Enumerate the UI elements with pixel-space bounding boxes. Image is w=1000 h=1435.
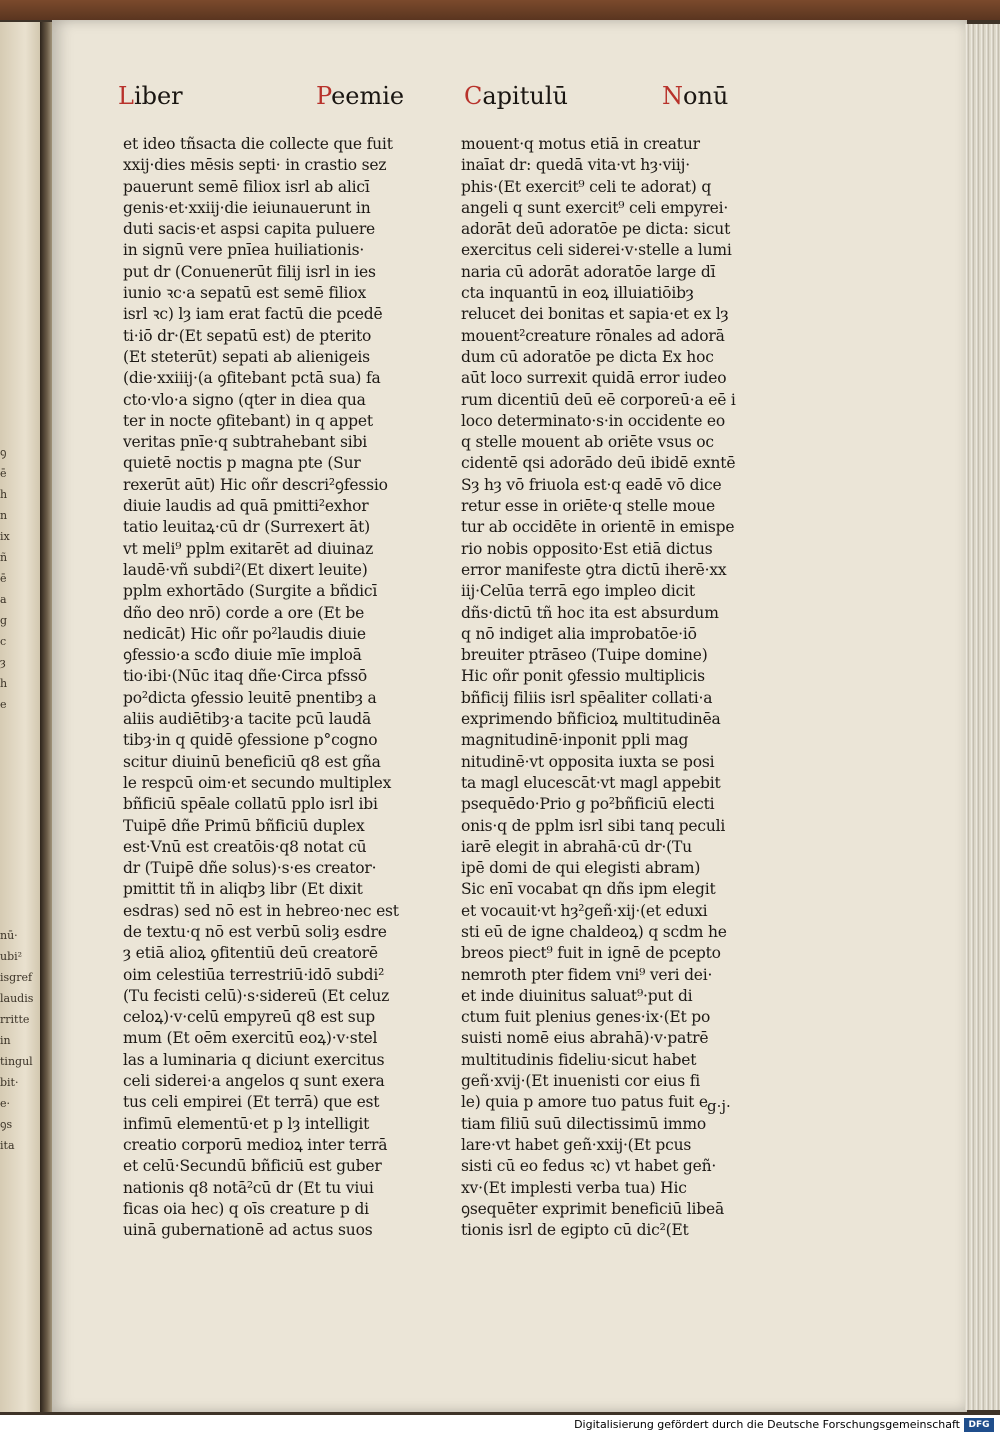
text-line: laudis <box>0 992 34 1005</box>
text-line: esdras) sed nō est in hebreo·nec est <box>123 901 399 920</box>
text-line <box>0 127 42 148</box>
text-line <box>0 358 42 379</box>
text-line: iij·Celūa terrā ego impleo dicit <box>461 582 695 601</box>
text-line <box>0 820 42 841</box>
text-line: infimū elementū·et p lȝ intelligit <box>123 1114 370 1133</box>
text-line: a <box>0 593 7 606</box>
text-line: uinā gubernationē ad actus suos <box>123 1221 373 1240</box>
text-line: tionis isrl de egipto cū dic²(Et <box>461 1221 689 1240</box>
text-line: Sic enī vocabat qn dñs ipm elegit <box>461 880 716 899</box>
text-line: veritas pnīe·q subtrahebant sibi <box>123 433 368 452</box>
text-line: lare·vt habet geñ·xxij·(Et pcus <box>461 1135 692 1154</box>
text-line: et vocauit·vt hȝ²geñ·xij·(et eduxi <box>461 901 708 920</box>
text-line <box>0 1177 42 1198</box>
text-line <box>0 736 42 757</box>
funding-credit: Digitalisierung gefördert durch die Deutsche Forschungsgemeinschaft <box>574 1418 960 1431</box>
text-line: Tuipē dñe Primū bñficiū duplex <box>123 816 365 835</box>
text-line <box>0 379 42 400</box>
text-line: ꝯ <box>0 446 7 459</box>
text-line: dño deo nrō) corde a ore (Et be <box>123 603 365 622</box>
running-head-capitulum <box>464 82 568 110</box>
text-line <box>0 862 42 883</box>
text-line <box>0 106 42 127</box>
text-line: le) quia p amore tuo patus fuit e <box>461 1093 708 1112</box>
text-line: mouent·q motus etiā in creatur <box>461 135 700 153</box>
text-line: ta magl elucescāt·vt magl appebit <box>461 773 721 792</box>
text-line: dñs·dictū tñ hoc ita est absurdum <box>461 603 719 622</box>
text-line: diuie laudis ad quā pmitti²exhor <box>123 497 369 516</box>
text-line: celoꝝ)·v·celū empyreū q8 est sup <box>123 1008 375 1027</box>
text-line: h <box>0 677 8 690</box>
text-line: tus celi empirei (Et terrā) que est <box>123 1093 380 1112</box>
text-line: in signū vere pnīea huiliationis· <box>123 241 365 260</box>
text-line: h <box>0 488 8 501</box>
text-line: g <box>0 614 8 627</box>
text-line <box>0 757 42 778</box>
text-line: ꝯsequēter exprimit beneficiū libeā <box>461 1199 724 1218</box>
text-line: et ideo tñsacta die collecte que fuit <box>123 135 393 153</box>
text-line: pplm exhortādo (Surgite a bñdicī <box>123 582 378 601</box>
running-head-liber <box>118 82 183 110</box>
previous-page-text <box>0 22 42 1412</box>
text-line <box>0 400 42 421</box>
text-line: relucet dei bonitas et sapia·et ex lȝ <box>461 305 729 324</box>
rubricated-initial: C <box>464 82 483 110</box>
text-line: nitudinē·vt opposita iuxta se posi <box>461 752 715 771</box>
rubricated-initial: N <box>662 82 683 110</box>
text-column-left <box>123 134 413 1241</box>
text-line: Hic oñr ponit ꝯfessio multiplicis <box>461 667 705 686</box>
text-line: rexerūt aūt) Hic oñr descri²ꝯfessio <box>123 475 388 494</box>
text-line: (Tu fecisti celū)·s·sidereū (Et celuz <box>123 986 390 1005</box>
text-line <box>0 1198 42 1219</box>
text-line: ȝ etiā alioꝝ ꝯfitentiū deū creatorē <box>123 944 378 963</box>
text-line: cidentē qsi adorādo deū ibidē exntē <box>461 454 736 473</box>
text-line: aūt loco surrexit quidā error iudeo <box>461 369 727 388</box>
text-line: pmittit tñ in aliqbȝ libr (Et dixit <box>123 880 363 899</box>
text-line: e· <box>0 1097 11 1110</box>
text-line <box>0 337 42 358</box>
text-line: Sȝ hȝ vō friuola est·q eadē vō dice <box>461 475 722 494</box>
text-line: breuiter ptrāseo (Tuipe domine) <box>461 646 708 665</box>
text-line: xv·(Et implesti verba tua) Hic <box>461 1178 687 1197</box>
text-line: adorāt deū adoratōe pe dicta: sicut <box>461 220 731 239</box>
text-line: q nō indiget alia improbatōe·iō <box>461 624 697 643</box>
text-line: inaīat dr: quedā vita·vt hȝ·viij· <box>461 156 691 175</box>
text-line <box>0 883 42 904</box>
text-line: ter in nocte ꝯfitebant) in q appet <box>123 411 373 430</box>
dfg-logo: DFG <box>964 1418 994 1432</box>
text-line: aliis audiētibȝ·a tacite pcū laudā <box>123 710 372 729</box>
text-line <box>0 274 42 295</box>
text-line: geñ·xvij·(Et inuenisti cor eius fi <box>461 1072 701 1091</box>
text-line: nemroth pter fidem vni⁹ veri dei· <box>461 965 713 984</box>
text-line: ti·iō dr·(Et sepatū est) de pterito <box>123 326 372 345</box>
text-line <box>0 316 42 337</box>
text-line <box>0 1345 42 1366</box>
running-head-text: apitulū <box>482 82 568 110</box>
text-line: q stelle mouent ab oriēte vsus oc <box>461 433 714 452</box>
text-line: oim celestiūa terrestriū·idō subdi² <box>123 965 385 984</box>
text-line: isgref <box>0 971 33 984</box>
text-line <box>0 799 42 820</box>
text-line: nū· <box>0 929 18 942</box>
text-line: bit· <box>0 1076 19 1089</box>
text-line: error manifeste ꝯtra dictū iherē·xx <box>461 560 727 579</box>
text-line: tingul <box>0 1055 33 1068</box>
text-line: suisti nomē eius abrahā)·v·patrē <box>461 1029 709 1048</box>
text-line <box>0 64 42 85</box>
text-line: cto·vlo·a signo (qter in diea qua <box>123 390 366 409</box>
running-head-text: eemie <box>331 82 405 110</box>
text-line: iunio ꝛc·a sepatū est semē filiox <box>123 284 366 303</box>
text-line: n <box>0 509 8 522</box>
text-line <box>0 1261 42 1282</box>
text-line: ctum fuit plenius genes·ix·(Et po <box>461 1008 711 1027</box>
text-line: ꝯs <box>0 1118 13 1131</box>
text-line <box>0 1240 42 1261</box>
text-line: in <box>0 1034 11 1047</box>
text-line: pauerunt semē filiox isrl ab alicī <box>123 177 370 196</box>
text-line: multitudinis fideliu·sicut habet <box>461 1050 697 1069</box>
rubricated-initial: P <box>316 82 332 110</box>
text-line: creatio corporū medioꝝ inter terrā <box>123 1135 388 1154</box>
text-line: de textu·q nō est verbū soliȝ esdre <box>123 922 387 941</box>
text-line: tiam filiū suū dilectissimū immo <box>461 1114 707 1133</box>
text-line: angeli q sunt exercit⁹ celi empyrei· <box>461 198 729 217</box>
text-line: tur ab occidēte in orientē in emispe <box>461 518 735 537</box>
text-line: ȝ <box>0 656 6 669</box>
text-line: ita <box>0 1139 15 1152</box>
text-line <box>0 85 42 106</box>
text-line: quietē noctis p magna pte (Sur <box>123 454 361 473</box>
text-line: breos piect⁹ fuit in ignē de pcepto <box>461 944 721 963</box>
text-line: magnitudinē·inponit ppli mag <box>461 731 689 750</box>
text-line: nedicāt) Hic oñr po²laudis diuie <box>123 624 366 643</box>
text-line <box>0 715 42 736</box>
text-line <box>0 253 42 274</box>
text-line <box>0 22 42 43</box>
text-line: rritte <box>0 1013 30 1026</box>
footer-bar <box>0 1415 1000 1435</box>
text-line: scitur diuinū beneficiū q8 est gña <box>123 752 381 771</box>
text-line: mum (Et oēm exercitū eoꝝ)·v·stel <box>123 1029 378 1048</box>
text-line: mouent²creature rōnales ad adorā <box>461 326 725 345</box>
text-line: celi siderei·a angelos q sunt exera <box>123 1072 385 1091</box>
text-line: iarē elegit in abrahā·cū dr·(Tu <box>461 837 692 856</box>
running-head-chapter-number <box>662 82 728 110</box>
text-line: sisti cū eo fedus ꝛc) vt habet geñ· <box>461 1157 717 1176</box>
text-line: tibȝ·in q quidē ꝯfessione p°cogno <box>123 731 378 750</box>
text-line: tio·ibi·(Nūc itaq dñe·Circa pfssō <box>123 667 368 686</box>
text-line <box>0 1303 42 1324</box>
text-line: (die·xxiiij·(a ꝯfitebant pctā sua) fa <box>123 369 381 388</box>
text-line: sti eū de igne chaldeoꝝ) q scdm he <box>461 922 727 941</box>
text-line: vt meli⁹ pplm exitarēt ad diuinaz <box>123 539 374 558</box>
text-line <box>0 232 42 253</box>
text-line: retur esse in oriēte·q stelle moue <box>461 497 715 516</box>
text-line: c <box>0 635 7 648</box>
text-line <box>0 148 42 169</box>
text-line: ē <box>0 467 7 480</box>
binding-leather <box>0 0 1000 20</box>
text-line <box>0 1219 42 1240</box>
text-line: dr (Tuipē dñe solus)·s·es creator· <box>123 859 377 878</box>
text-line: bñficij filiis isrl spēaliter collati·a <box>461 688 713 707</box>
text-line: phis·(Et exercit⁹ celi te adorat) q <box>461 177 712 196</box>
text-line: genis·et·xxiij·die ieiunauerunt in <box>123 198 371 217</box>
text-line <box>0 841 42 862</box>
signature-mark: g·j· <box>707 1097 731 1115</box>
text-line: po²dicta ꝯfessio leuitē pnentibȝ a <box>123 688 377 707</box>
text-line: psequēdo·Prio g po²bñficiū electi <box>461 795 715 814</box>
text-line: ē <box>0 572 7 585</box>
page-block-edges <box>965 24 1000 1410</box>
text-line: nationis q8 notā²cū dr (Et tu viui <box>123 1178 374 1197</box>
text-line: put dr (Conuenerūt filij isrl in ies <box>123 262 376 281</box>
text-line: duti sacis·et aspsi capita puluere <box>123 220 376 239</box>
text-line: rum dicentiū deū eē corporeū·a eē i <box>461 390 736 409</box>
text-line: loco determinato·s·in occidente eo <box>461 411 726 430</box>
text-line <box>0 778 42 799</box>
text-line: onis·q de pplm isrl sibi tanq peculi <box>461 816 726 835</box>
text-line: ꝯfessio·a scđo diuie mīe imploā <box>123 646 362 665</box>
rubricated-initial: L <box>118 82 134 110</box>
text-line <box>0 211 42 232</box>
text-line <box>0 904 42 925</box>
running-head-text: onū <box>683 82 729 110</box>
text-line: ubi² <box>0 950 23 963</box>
text-line <box>0 1156 42 1177</box>
text-line: exercitus celi siderei·v·stelle a lumi <box>461 241 732 260</box>
text-line: ñ <box>0 551 8 564</box>
text-line: bñficiū spēale collatū pplo isrl ibi <box>123 795 378 814</box>
text-line <box>0 421 42 442</box>
text-line: exprimendo bñficioꝝ multitudinēa <box>461 710 721 729</box>
text-line: dum cū adoratōe pe dicta Ex hoc <box>461 347 714 366</box>
text-line: et celū·Secundū bñficiū est guber <box>123 1157 382 1176</box>
previous-page-edge <box>0 22 42 1412</box>
running-head-book-name <box>316 82 404 110</box>
text-line <box>0 43 42 64</box>
text-line: xxij·dies mēsis septi· in crastio sez <box>123 156 387 175</box>
text-line: laudē·vñ subdi²(Et dixert leuite) <box>123 560 368 579</box>
text-line <box>0 1324 42 1345</box>
text-line: tatio leuitaꝝ·cū dr (Surrexert āt) <box>123 518 371 537</box>
text-line: (Et steterūt) sepati ab alienigeis <box>123 347 370 366</box>
text-line: le respcū oim·et secundo multiplex <box>123 773 392 792</box>
text-line: ipē domi de qui elegisti abram) <box>461 859 701 878</box>
text-line: cta inquantū in eoꝝ illuiatiōibȝ <box>461 284 694 303</box>
text-line <box>0 295 42 316</box>
text-line: et inde diuinitus saluat⁹·put di <box>461 986 693 1005</box>
text-line <box>0 1282 42 1303</box>
text-line <box>0 190 42 211</box>
text-line: las a luminaria q diciunt exercitus <box>123 1050 385 1069</box>
running-head-text: iber <box>133 82 183 110</box>
manuscript-page <box>52 20 967 1412</box>
running-head <box>52 82 967 122</box>
text-line: est·Vnū est creatōis·q8 notat cū <box>123 837 367 856</box>
text-column-right <box>461 134 761 1241</box>
text-line: ix <box>0 530 10 543</box>
text-line: ficas oia hec) q oīs creature p di <box>123 1199 369 1218</box>
text-line: isrl ꝛc) lȝ iam erat factū die pcedē <box>123 305 383 324</box>
text-line: rio nobis opposito·Est etiā dictus <box>461 539 713 558</box>
text-line: naria cū adorāt adoratōe large dī <box>461 262 716 281</box>
text-line: e <box>0 698 7 711</box>
text-line <box>0 169 42 190</box>
